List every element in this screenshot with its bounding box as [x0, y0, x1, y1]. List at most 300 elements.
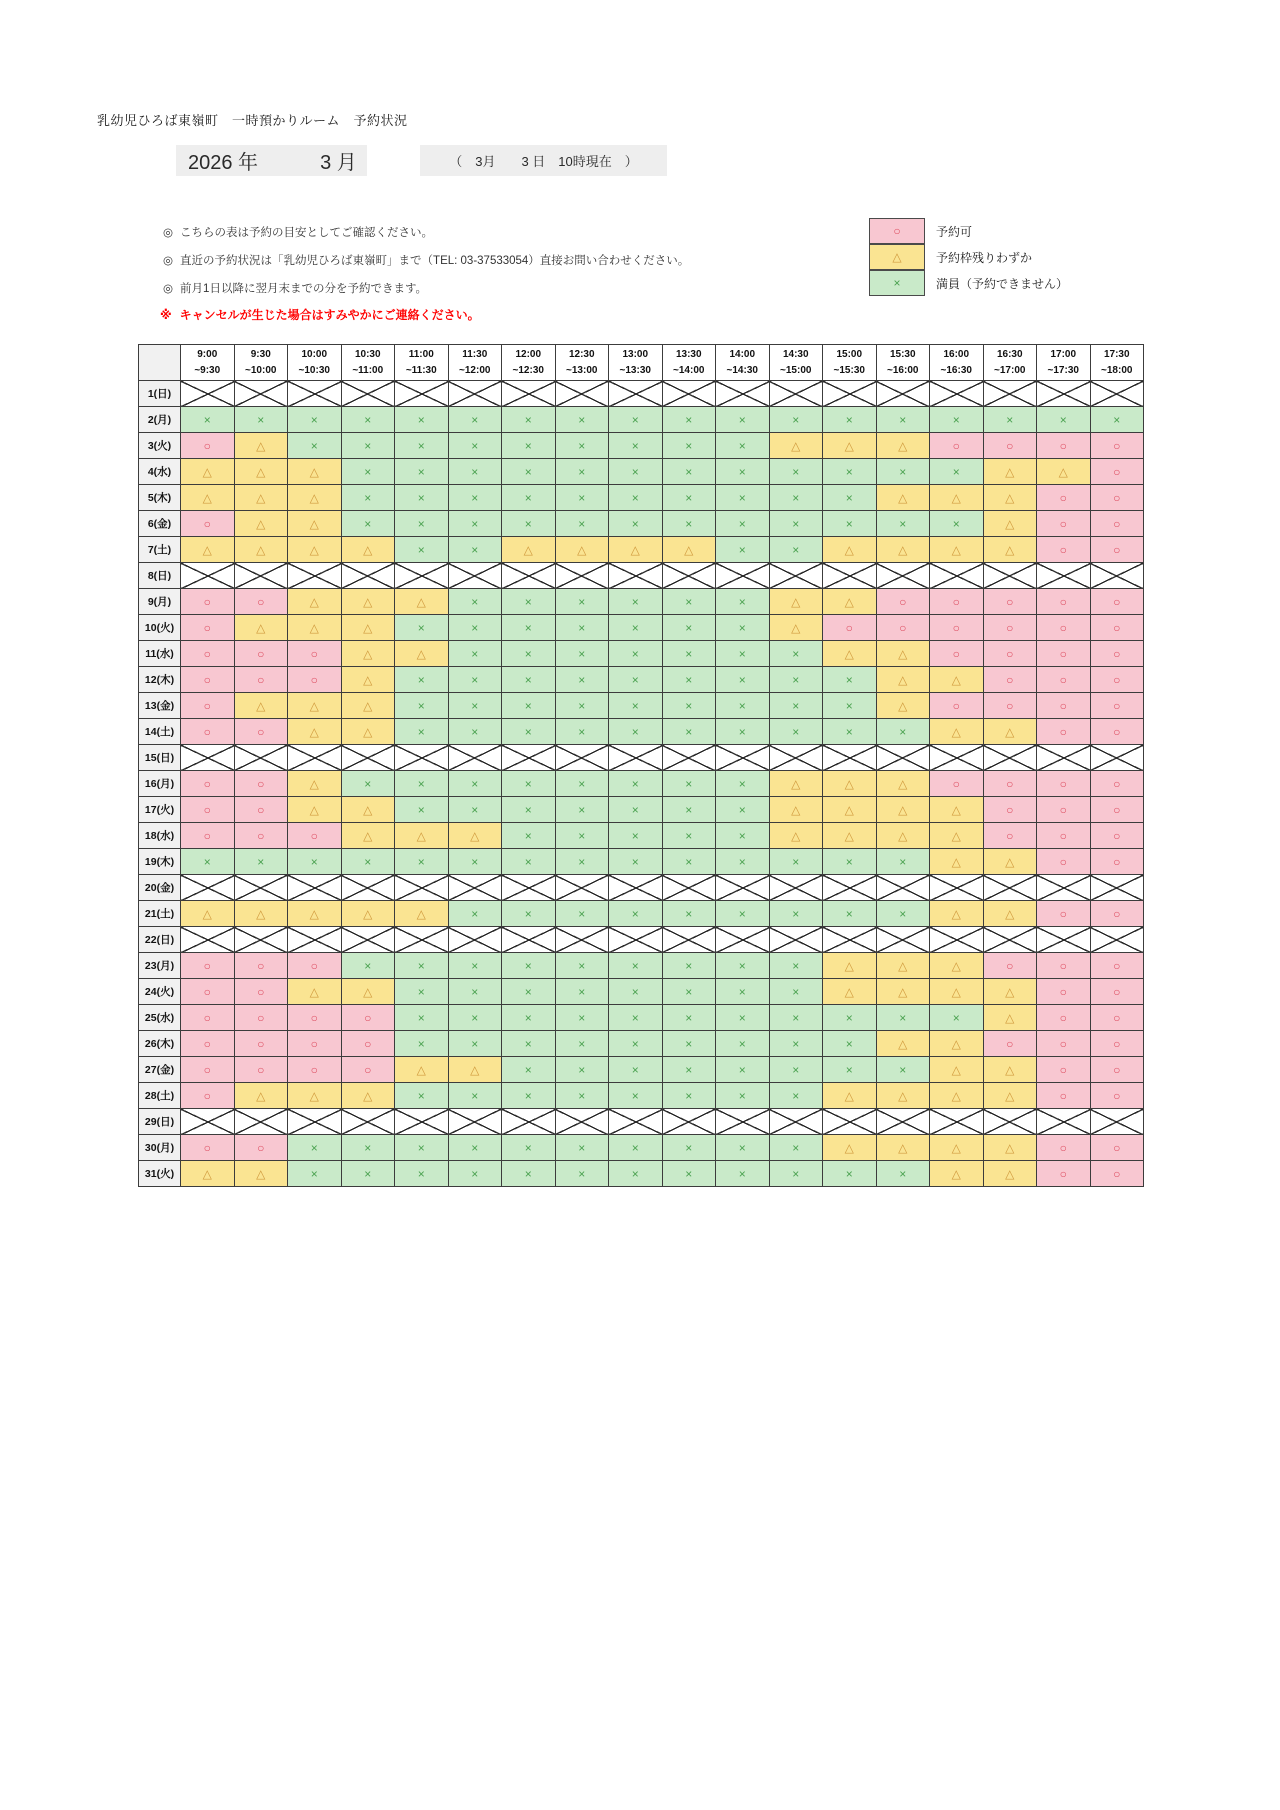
- closed-cell: [448, 745, 502, 771]
- status-cell: ×: [448, 849, 502, 875]
- closed-cell: [876, 381, 930, 407]
- closed-cell: [395, 745, 449, 771]
- status-cell: ×: [716, 1083, 770, 1109]
- status-cell: ○: [1037, 693, 1091, 719]
- status-cell: △: [181, 485, 235, 511]
- day-row: [139, 849, 1144, 875]
- status-cell: ○: [876, 615, 930, 641]
- status-cell: ×: [395, 797, 449, 823]
- status-cell: △: [983, 1083, 1037, 1109]
- status-cell: △: [983, 719, 1037, 745]
- status-cell: ×: [395, 459, 449, 485]
- status-cell: ×: [288, 849, 342, 875]
- status-cell: ×: [716, 849, 770, 875]
- status-cell: △: [823, 589, 877, 615]
- status-cell: ×: [876, 511, 930, 537]
- status-cell: ×: [876, 1005, 930, 1031]
- status-cell: ×: [609, 589, 663, 615]
- status-cell: ×: [555, 823, 609, 849]
- note-marker: ◎: [163, 283, 174, 295]
- status-cell: ○: [1090, 589, 1144, 615]
- day-label: 13(金): [139, 693, 181, 719]
- closed-cell: [555, 381, 609, 407]
- status-cell: ×: [769, 979, 823, 1005]
- status-cell: ×: [395, 485, 449, 511]
- status-cell: ○: [983, 823, 1037, 849]
- status-cell: ×: [555, 641, 609, 667]
- asof-box: [420, 145, 667, 176]
- status-cell: ○: [1090, 719, 1144, 745]
- closed-cell: [983, 927, 1037, 953]
- closed-cell: [288, 381, 342, 407]
- status-cell: ×: [662, 693, 716, 719]
- status-cell: ○: [181, 771, 235, 797]
- status-cell: ○: [341, 1031, 395, 1057]
- closed-cell: [1037, 563, 1091, 589]
- status-cell: △: [930, 901, 984, 927]
- status-cell: ○: [983, 797, 1037, 823]
- status-cell: ×: [930, 1005, 984, 1031]
- closed-cell: [234, 381, 288, 407]
- status-cell: △: [983, 901, 1037, 927]
- status-cell: △: [823, 953, 877, 979]
- status-cell: ×: [769, 1083, 823, 1109]
- status-cell: ×: [448, 953, 502, 979]
- status-cell: ×: [876, 901, 930, 927]
- status-cell: ×: [662, 433, 716, 459]
- status-cell: △: [823, 1135, 877, 1161]
- status-cell: ×: [716, 953, 770, 979]
- closed-cell: [662, 563, 716, 589]
- status-cell: ×: [502, 589, 556, 615]
- status-cell: ×: [662, 901, 716, 927]
- status-cell: ×: [823, 511, 877, 537]
- status-cell: ×: [181, 849, 235, 875]
- legend-row: [869, 218, 1068, 244]
- status-cell: ○: [288, 1057, 342, 1083]
- status-cell: ○: [1090, 433, 1144, 459]
- status-cell: △: [769, 771, 823, 797]
- status-cell: △: [234, 901, 288, 927]
- status-cell: ×: [555, 667, 609, 693]
- status-cell: ○: [234, 719, 288, 745]
- closed-cell: [395, 1109, 449, 1135]
- status-cell: ×: [609, 485, 663, 511]
- status-cell: ×: [448, 1031, 502, 1057]
- status-cell: ×: [930, 459, 984, 485]
- note-line: [163, 280, 427, 296]
- closed-cell: [716, 1109, 770, 1135]
- status-cell: ×: [609, 771, 663, 797]
- status-cell: ×: [716, 433, 770, 459]
- status-cell: △: [876, 797, 930, 823]
- status-cell: ○: [1037, 511, 1091, 537]
- status-cell: ×: [823, 1031, 877, 1057]
- day-row: [139, 927, 1144, 953]
- day-label: 2(月): [139, 407, 181, 433]
- status-cell: ×: [609, 1057, 663, 1083]
- status-cell: ×: [395, 771, 449, 797]
- status-cell: ×: [716, 407, 770, 433]
- status-cell: △: [876, 1083, 930, 1109]
- status-cell: ○: [1037, 615, 1091, 641]
- status-cell: ×: [716, 485, 770, 511]
- closed-cell: [823, 381, 877, 407]
- status-cell: △: [234, 459, 288, 485]
- status-cell: △: [234, 693, 288, 719]
- closed-cell: [341, 745, 395, 771]
- time-col-header: 11:30 ~12:00: [448, 345, 502, 381]
- status-cell: ○: [181, 719, 235, 745]
- status-cell: ×: [823, 407, 877, 433]
- closed-cell: [716, 563, 770, 589]
- day-row: [139, 979, 1144, 1005]
- status-cell: ×: [609, 953, 663, 979]
- status-cell: ×: [448, 771, 502, 797]
- day-row: [139, 589, 1144, 615]
- status-cell: ○: [1090, 1005, 1144, 1031]
- status-cell: ×: [769, 693, 823, 719]
- status-cell: ×: [662, 1031, 716, 1057]
- status-cell: ×: [716, 511, 770, 537]
- status-cell: ○: [983, 1031, 1037, 1057]
- status-cell: ×: [555, 485, 609, 511]
- status-cell: ×: [983, 407, 1037, 433]
- legend-label: 満員（予約できません）: [936, 276, 1069, 291]
- status-cell: ×: [716, 1031, 770, 1057]
- day-row: [139, 641, 1144, 667]
- status-cell: ×: [502, 771, 556, 797]
- status-cell: ×: [288, 407, 342, 433]
- status-cell: ○: [234, 667, 288, 693]
- status-cell: △: [930, 1057, 984, 1083]
- status-cell: ○: [983, 693, 1037, 719]
- status-cell: △: [876, 979, 930, 1005]
- day-row: [139, 1057, 1144, 1083]
- status-cell: ×: [502, 485, 556, 511]
- status-cell: △: [983, 849, 1037, 875]
- status-cell: ×: [716, 719, 770, 745]
- time-col-header: 17:30 ~18:00: [1090, 345, 1144, 381]
- day-label: 4(水): [139, 459, 181, 485]
- status-cell: ×: [823, 1005, 877, 1031]
- status-cell: ×: [716, 823, 770, 849]
- status-cell: ○: [234, 641, 288, 667]
- closed-cell: [769, 745, 823, 771]
- status-cell: ×: [555, 511, 609, 537]
- status-cell: ×: [502, 1031, 556, 1057]
- status-cell: △: [234, 485, 288, 511]
- status-cell: △: [395, 1057, 449, 1083]
- closed-cell: [609, 563, 663, 589]
- time-col-header: 16:30 ~17:00: [983, 345, 1037, 381]
- status-cell: △: [341, 797, 395, 823]
- status-cell: ○: [983, 589, 1037, 615]
- status-cell: ×: [448, 589, 502, 615]
- status-cell: ×: [555, 615, 609, 641]
- closed-cell: [234, 927, 288, 953]
- status-cell: ×: [769, 1161, 823, 1187]
- status-cell: ×: [288, 1135, 342, 1161]
- status-cell: △: [341, 1083, 395, 1109]
- status-cell: ○: [181, 1031, 235, 1057]
- closed-cell: [555, 1109, 609, 1135]
- status-cell: ×: [502, 901, 556, 927]
- time-col-header: 13:30 ~14:00: [662, 345, 716, 381]
- closed-cell: [662, 875, 716, 901]
- status-cell: ×: [609, 979, 663, 1005]
- status-cell: ×: [930, 511, 984, 537]
- status-cell: ×: [609, 459, 663, 485]
- status-cell: △: [876, 1135, 930, 1161]
- status-cell: ×: [555, 797, 609, 823]
- status-cell: ×: [502, 849, 556, 875]
- status-cell: ○: [1037, 667, 1091, 693]
- status-cell: △: [823, 797, 877, 823]
- status-cell: ○: [288, 1005, 342, 1031]
- status-cell: ○: [1037, 537, 1091, 563]
- time-col-header: 9:30 ~10:00: [234, 345, 288, 381]
- status-cell: ×: [876, 849, 930, 875]
- status-cell: ×: [716, 693, 770, 719]
- status-cell: ×: [662, 615, 716, 641]
- status-cell: ○: [1090, 1083, 1144, 1109]
- closed-cell: [448, 381, 502, 407]
- status-cell: ×: [395, 1031, 449, 1057]
- status-cell: ×: [1090, 407, 1144, 433]
- legend-swatch: △: [869, 244, 925, 270]
- status-cell: ×: [555, 693, 609, 719]
- status-cell: ×: [716, 979, 770, 1005]
- closed-cell: [448, 1109, 502, 1135]
- day-label: 3(火): [139, 433, 181, 459]
- closed-cell: [448, 875, 502, 901]
- closed-cell: [341, 927, 395, 953]
- closed-cell: [1037, 745, 1091, 771]
- status-cell: △: [662, 537, 716, 563]
- status-cell: ×: [502, 979, 556, 1005]
- status-cell: ×: [662, 1135, 716, 1161]
- closed-cell: [395, 563, 449, 589]
- day-row: [139, 745, 1144, 771]
- status-cell: △: [876, 823, 930, 849]
- legend-label: 予約可: [936, 224, 973, 239]
- status-cell: ○: [1090, 1057, 1144, 1083]
- closed-cell: [395, 927, 449, 953]
- closed-cell: [609, 875, 663, 901]
- closed-cell: [876, 563, 930, 589]
- status-cell: △: [930, 1135, 984, 1161]
- status-cell: ×: [502, 1005, 556, 1031]
- status-cell: ○: [1037, 1031, 1091, 1057]
- status-cell: ○: [983, 953, 1037, 979]
- status-cell: ×: [716, 797, 770, 823]
- time-col-header: 16:00 ~16:30: [930, 345, 984, 381]
- day-row: [139, 485, 1144, 511]
- status-cell: ○: [234, 1057, 288, 1083]
- day-row: [139, 1135, 1144, 1161]
- closed-cell: [1090, 381, 1144, 407]
- time-col-header: 10:30 ~11:00: [341, 345, 395, 381]
- status-cell: △: [395, 589, 449, 615]
- status-cell: ×: [662, 823, 716, 849]
- status-cell: ×: [716, 1057, 770, 1083]
- status-cell: △: [341, 719, 395, 745]
- status-cell: △: [341, 589, 395, 615]
- status-cell: △: [288, 459, 342, 485]
- day-row: [139, 901, 1144, 927]
- status-cell: ○: [181, 1135, 235, 1161]
- status-cell: ×: [609, 823, 663, 849]
- note-text: 前月1日以降に翌月末までの分を予約できます。: [180, 283, 428, 295]
- status-cell: ○: [234, 797, 288, 823]
- status-cell: ×: [555, 407, 609, 433]
- status-cell: ×: [555, 459, 609, 485]
- status-cell: ×: [395, 511, 449, 537]
- status-cell: ×: [395, 407, 449, 433]
- day-row: [139, 459, 1144, 485]
- closed-cell: [234, 745, 288, 771]
- status-cell: △: [983, 1057, 1037, 1083]
- status-cell: △: [930, 1083, 984, 1109]
- closed-cell: [1037, 1109, 1091, 1135]
- status-cell: △: [341, 979, 395, 1005]
- status-cell: ×: [555, 1083, 609, 1109]
- status-cell: ×: [448, 537, 502, 563]
- status-cell: △: [983, 485, 1037, 511]
- day-row: [139, 563, 1144, 589]
- status-cell: ×: [662, 667, 716, 693]
- day-row: [139, 693, 1144, 719]
- status-cell: ×: [609, 849, 663, 875]
- status-cell: ×: [448, 459, 502, 485]
- day-row: [139, 1031, 1144, 1057]
- closed-cell: [502, 1109, 556, 1135]
- status-cell: ○: [983, 667, 1037, 693]
- status-cell: △: [288, 693, 342, 719]
- status-cell: ○: [1037, 1005, 1091, 1031]
- closed-cell: [181, 1109, 235, 1135]
- closed-cell: [1037, 875, 1091, 901]
- status-cell: ○: [1037, 797, 1091, 823]
- status-cell: △: [341, 693, 395, 719]
- status-cell: ×: [502, 823, 556, 849]
- status-cell: ○: [181, 511, 235, 537]
- status-cell: △: [234, 1161, 288, 1187]
- status-cell: ×: [395, 979, 449, 1005]
- status-cell: △: [876, 667, 930, 693]
- status-cell: ○: [234, 1135, 288, 1161]
- closed-cell: [341, 381, 395, 407]
- status-cell: △: [502, 537, 556, 563]
- day-row: [139, 823, 1144, 849]
- status-cell: ×: [448, 797, 502, 823]
- status-cell: ○: [1090, 693, 1144, 719]
- status-cell: ×: [609, 1135, 663, 1161]
- closed-cell: [930, 563, 984, 589]
- status-cell: ○: [1037, 485, 1091, 511]
- status-cell: △: [983, 1005, 1037, 1031]
- status-cell: ×: [555, 433, 609, 459]
- closed-cell: [983, 381, 1037, 407]
- status-cell: ○: [234, 979, 288, 1005]
- status-cell: ○: [1037, 1083, 1091, 1109]
- status-cell: △: [823, 823, 877, 849]
- status-cell: △: [876, 953, 930, 979]
- status-cell: ×: [395, 1135, 449, 1161]
- status-cell: ○: [234, 823, 288, 849]
- closed-cell: [716, 745, 770, 771]
- closed-cell: [930, 927, 984, 953]
- status-cell: ×: [662, 511, 716, 537]
- status-cell: ○: [1090, 797, 1144, 823]
- status-cell: ×: [609, 1161, 663, 1187]
- day-label: 7(土): [139, 537, 181, 563]
- status-cell: ×: [395, 537, 449, 563]
- closed-cell: [769, 381, 823, 407]
- status-cell: ○: [181, 953, 235, 979]
- time-col-header: 10:00 ~10:30: [288, 345, 342, 381]
- status-cell: ○: [1090, 615, 1144, 641]
- status-cell: ×: [288, 1161, 342, 1187]
- day-row: [139, 1109, 1144, 1135]
- day-label: 10(火): [139, 615, 181, 641]
- closed-cell: [983, 563, 1037, 589]
- status-cell: △: [181, 1161, 235, 1187]
- closed-cell: [181, 745, 235, 771]
- status-cell: ×: [823, 485, 877, 511]
- status-cell: ○: [983, 615, 1037, 641]
- cancel-warning: [160, 306, 480, 323]
- status-cell: ×: [341, 485, 395, 511]
- status-cell: ○: [1037, 1135, 1091, 1161]
- status-cell: ×: [662, 1083, 716, 1109]
- status-cell: ○: [181, 797, 235, 823]
- status-cell: △: [395, 641, 449, 667]
- status-cell: ○: [983, 433, 1037, 459]
- status-cell: ×: [502, 667, 556, 693]
- status-cell: ×: [662, 719, 716, 745]
- closed-cell: [502, 563, 556, 589]
- closed-cell: [1037, 927, 1091, 953]
- closed-cell: [181, 875, 235, 901]
- status-cell: ×: [555, 849, 609, 875]
- status-cell: ×: [502, 511, 556, 537]
- status-cell: ×: [662, 1005, 716, 1031]
- status-cell: ×: [234, 849, 288, 875]
- status-cell: ○: [1090, 485, 1144, 511]
- status-cell: △: [288, 1083, 342, 1109]
- status-cell: ×: [555, 953, 609, 979]
- closed-cell: [395, 381, 449, 407]
- status-cell: △: [930, 823, 984, 849]
- status-cell: ×: [555, 1135, 609, 1161]
- status-cell: ○: [930, 641, 984, 667]
- status-cell: △: [769, 615, 823, 641]
- status-cell: ×: [555, 719, 609, 745]
- closed-cell: [341, 1109, 395, 1135]
- status-cell: ×: [716, 1005, 770, 1031]
- status-cell: ×: [448, 641, 502, 667]
- closed-cell: [288, 1109, 342, 1135]
- status-cell: ○: [181, 1083, 235, 1109]
- closed-cell: [716, 875, 770, 901]
- status-cell: ×: [502, 1161, 556, 1187]
- day-label: 31(火): [139, 1161, 181, 1187]
- status-cell: ×: [716, 1161, 770, 1187]
- status-cell: ×: [448, 1083, 502, 1109]
- status-cell: ×: [395, 849, 449, 875]
